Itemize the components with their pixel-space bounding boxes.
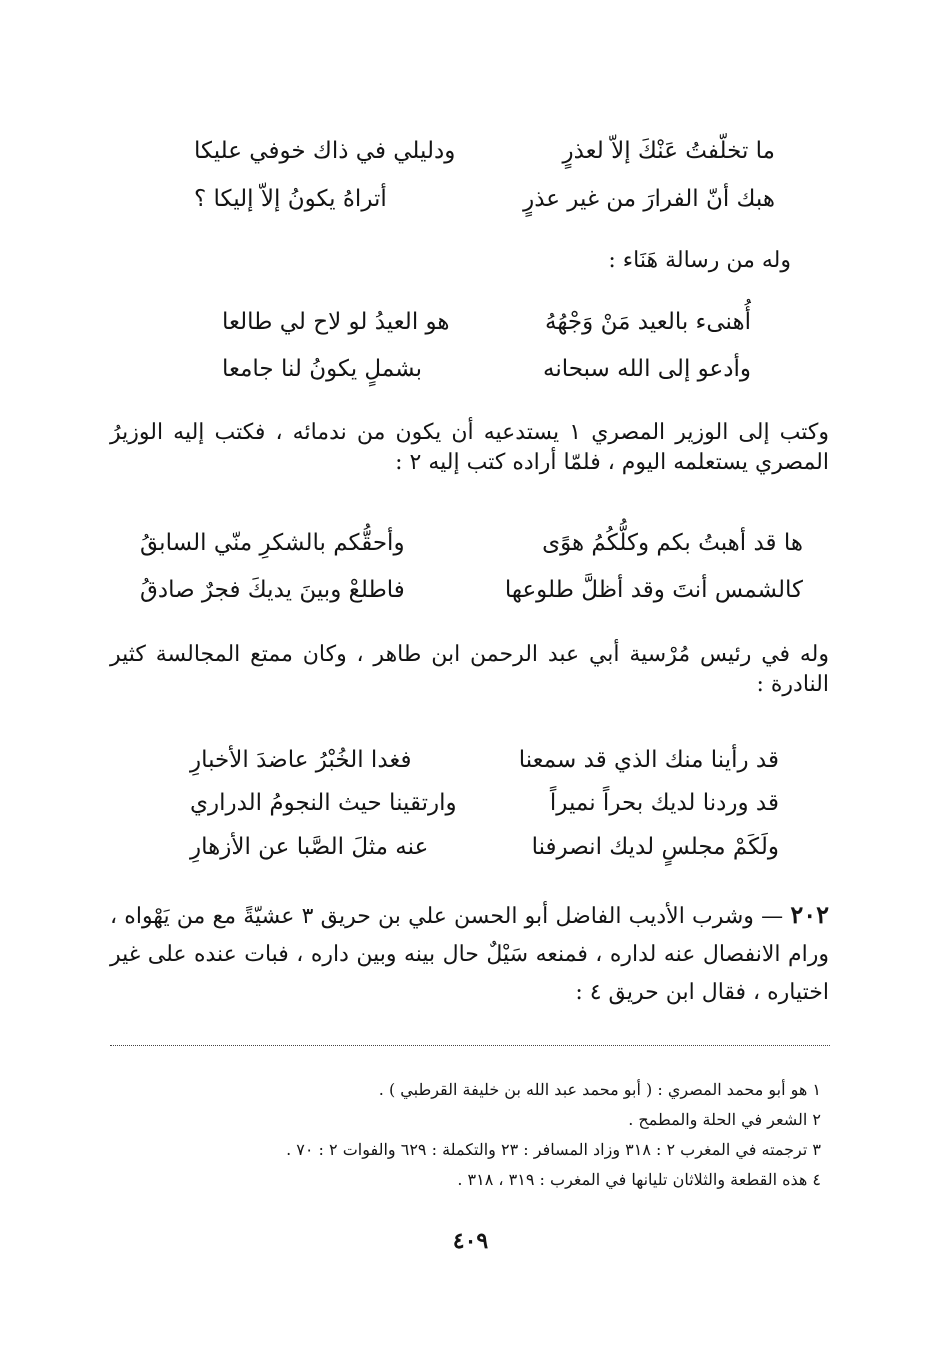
prose-intro-2: وله من رسالة هَنَاء :	[608, 248, 791, 273]
verse-3-2-right: كالشمس أنتَ وقد أظلَّ طلوعها	[504, 577, 803, 603]
verse-1-1-left: ودليلي في ذاك خوفي عليكا	[194, 138, 456, 164]
verse-2-2-left: بشملٍ يكونُ لنا جامعا	[222, 356, 423, 382]
verse-3-1-left: وأحقُّكم بالشكرِ منّي السابقُ	[140, 530, 405, 556]
verse-4-3-right: ولَكَمْ مجلسٍ لديك انصرفنا	[531, 834, 779, 860]
section-text: وشرب الأديب الفاضل أبو الحسن علي بن حريق ٣ عشيّةً مع من يَهْواه ، ورام الانفصال عنه لداره ، فمنعه سَيْلٌ حال بينه وبين داره ، فبات عنده على غير اختياره ، فقال ابن حريق ٤ :	[110, 904, 829, 1005]
footnote-3: ٣ ترجمته في المغرب ٢ : ٣١٨ وزاد المسافر : ٢٣ والتكملة : ٦٢٩ والفوات ٢ : ٧٠ .	[286, 1140, 821, 1159]
verse-1-1-right: ما تخلّفتُ عَنْكَ إلاّ لعذرٍ	[562, 138, 775, 164]
verse-4-1-left: فغدا الخُبْرُ عاضدَ الأخبارِ	[190, 747, 412, 773]
verse-4-3-left: عنه مثلَ الصَّبا عن الأزهارِ	[190, 834, 429, 860]
verse-3-1-right: ها قد أهبتُ بكم وكلُّكُمُ هوًى	[542, 530, 803, 556]
footnote-divider	[110, 1045, 830, 1046]
section-number: ٢٠٢	[790, 900, 829, 929]
verse-4-1-right: قد رأينا منك الذي قد سمعنا	[518, 747, 779, 773]
verse-3-2-left: فاطلعْ وبينَ يديكَ فجرٌ صادقُ	[140, 577, 405, 603]
footnote-1: ١ هو أبو محمد المصري : ( أبو محمد عبد الله بن خليفة القرطبي ) .	[378, 1080, 821, 1099]
verse-1-2-left: أتراهُ يكونُ إلاّ إليكا ؟	[194, 186, 387, 212]
verse-2-1-right: أُهنىء بالعيد مَنْ وَجْهُهُ	[545, 309, 751, 335]
verse-2-2-right: وأدعو إلى الله سبحانه	[543, 356, 751, 382]
verse-2-1-left: هو العيدُ لو لاح لي طالعا	[222, 309, 450, 335]
prose-4: وله في رئيس مُرْسية أبي عبد الرحمن ابن طاهر ، وكان ممتع المجالسة كثير النادرة :	[110, 642, 829, 697]
page-number: ٤٠٩	[452, 1228, 489, 1254]
prose-3: وكتب إلى الوزير المصري ١ يستدعيه أن يكون من ندمائه ، فكتب إليه الوزيرُ المصري يستعلمه اليوم ، فلمّا أراده كتب إليه ٢ :	[110, 420, 829, 475]
section-202	[110, 896, 829, 1012]
verse-4-2-right: قد وردنا لديك بحراً نميراً	[549, 790, 779, 816]
verse-4-2-left: وارتقينا حيث النجومُ الدراري	[190, 790, 457, 816]
verse-1-2-right: هبك أنّ الفرارَ من غير عذرٍ	[523, 186, 775, 212]
footnote-2: ٢ الشعر في الحلة والمطمح .	[628, 1110, 821, 1129]
footnote-4: ٤ هذه القطعة والثلاثان تليانها في المغرب : ٣١٩ ، ٣١٨ .	[457, 1170, 821, 1189]
section-dash: —	[761, 904, 784, 929]
